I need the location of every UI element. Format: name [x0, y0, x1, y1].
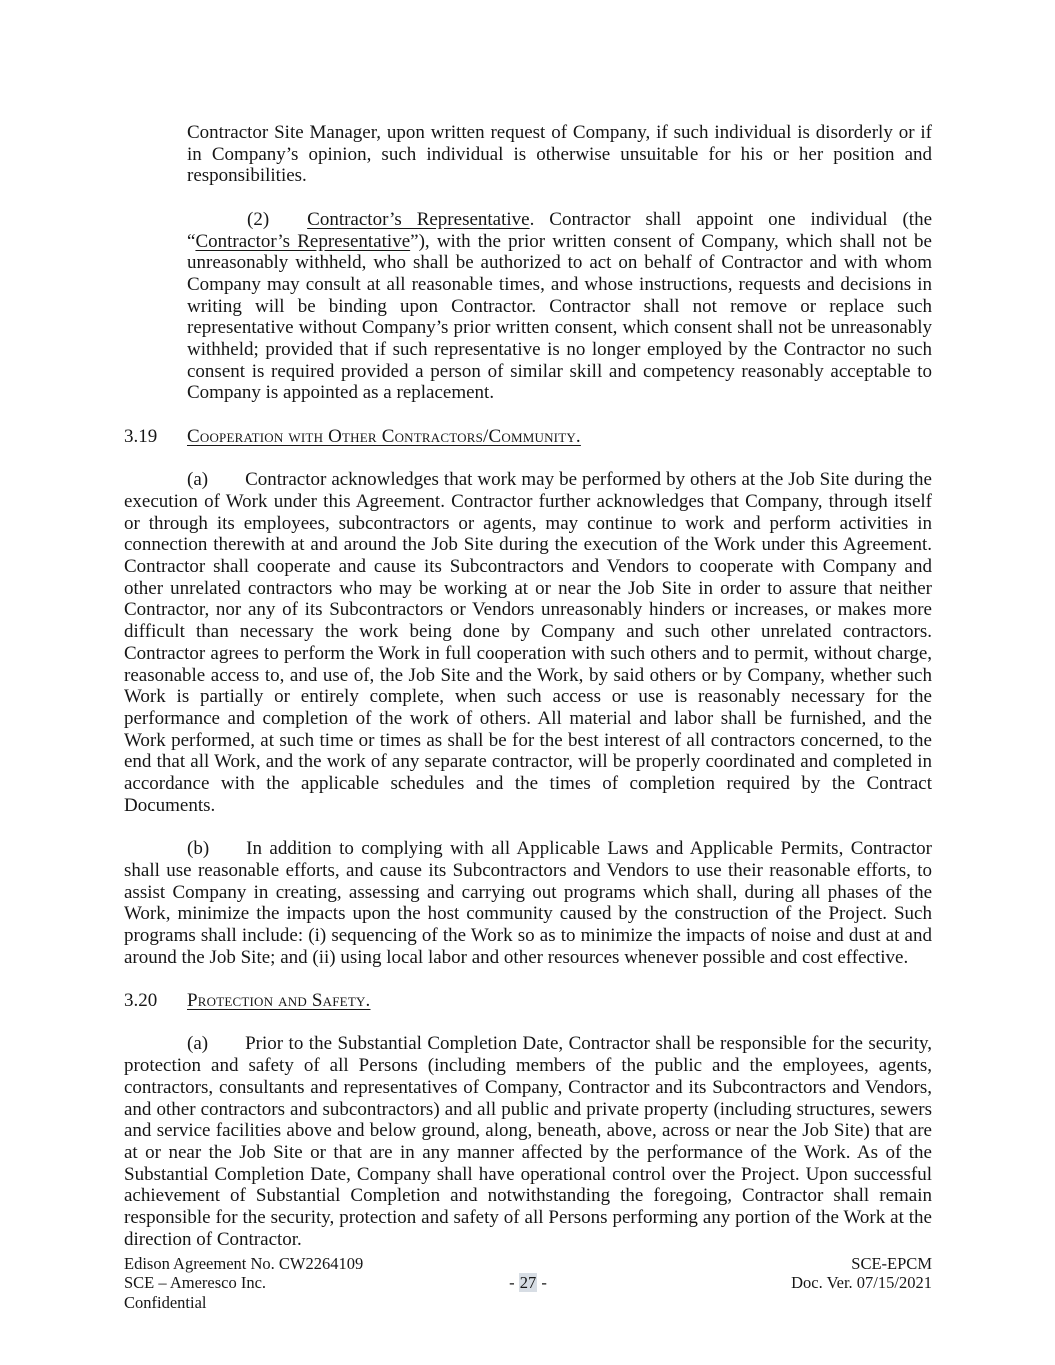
- paragraph-2-text-rest: ”), with the prior written consent of Company, which shall not be unreasonably withheld, who shall be authorized to act on behalf of Contractor and with whom Company may consult at all reasonable times, and whose instructions, requests and decisions in writing will be binding upon Contractor. Contractor shall not remove or replace such representative without Company’s prior written consent, which consent shall not be unreasonably withheld; provided that if such representative is no longer employed by the Contractor no such consent is required provided a person of similar skill and competency reasonably acceptable to Company is appointed as a replacement.: [187, 230, 932, 404]
- parties-line: SCE – Ameresco Inc.: [124, 1273, 267, 1293]
- section-3-20-number: 3.20: [124, 990, 158, 1012]
- defined-term: Contractor’s Representative: [195, 230, 411, 252]
- document-version: Doc. Ver. 07/15/2021: [791, 1273, 932, 1293]
- document-type-label: SCE-EPCM: [851, 1254, 932, 1273]
- agreement-number: Edison Agreement No. CW2264109: [124, 1254, 364, 1273]
- intro-paragraph: Contractor Site Manager, upon written request of Company, if such individual is disorderly or if in Company’s opinion, such individual is otherwise unsuitable for his or her position and responsibilities.: [187, 122, 932, 187]
- clause-title: Contractor’s Representative: [307, 208, 530, 230]
- confidential-label: Confidential: [124, 1292, 207, 1312]
- page-number-suffix: -: [537, 1273, 547, 1293]
- paragraph-a-number: (a): [187, 1033, 209, 1055]
- section-3-19-paragraph-a: [124, 469, 932, 816]
- paragraph-a-text: Contractor acknowledges that work may be performed by others at the Job Site during the execution of Work under this Agreement. Contractor further acknowledges that Company, through itself or through its employees, subcontractors or agents, may continue to work and perform activities in connection therewith at and around the Job Site during the execution of the Work under this Agreement. Contractor shall cooperate and cause its Subcontractors and Vendors to cooperate with Company and other unrelated contractors who may be working at or near the Job Site in order to assure that neither Contractor, nor any of its Subcontractors or Vendors unreasonably hinders or increases, or makes more difficult than necessary the work being done by Company and such other unrelated contractors. Contractor agrees to perform the Work in full cooperation with such others and to permit, without charge, reasonable access to, and use of, the Job Site and the Work, by said others or by Company, whether such Work is partially or entirely complete, when such access or use is reasonably necessary for the performance and completion of the work of others. All material and labor shall be furnished, and the Work performed, at such time or times as shall be for the best interest of all contractors concerned, to the end that all Work, and the work of any separate contractor, will be properly coordinated and completed in accordance with the applicable schedules and the times of completion required by the Contract Documents.: [124, 469, 932, 816]
- paragraph-2: [187, 209, 932, 404]
- page-number-line: [393, 1273, 662, 1292]
- paragraph-a-text: Prior to the Substantial Completion Date, Contractor shall be responsible for the security, protection and safety of all Persons (including members of the public and the employees, agents, contractors, consultants and representatives of Company, Contractor and its Subcontractors and Vendors, and other contractors and subcontractors) and all public and private property (including structures, sewers and service facilities above and below ground, along, beneath, above, across or near the Job Site) that are at or near the Job Site or that are in any manner affected by the performance of the Work. As of the Substantial Completion Date, Company shall have operational control over the Project. Upon successful achievement of Substantial Completion and notwithstanding the foregoing, Contractor shall remain responsible for the security, protection and safety of all Persons performing any portion of the Work at the direction of Contractor.: [124, 1033, 932, 1250]
- section-3-19-paragraph-b: [124, 838, 932, 968]
- paragraph-2-text: . Contractor shall appoint one individual (the: [529, 208, 932, 230]
- footer-spacer: [393, 1254, 662, 1273]
- paragraph-b-text: In addition to complying with all Applicable Laws and Applicable Permits, Contractor shall use reasonable efforts, and cause its Subcontractors and Vendors to use their reasonable efforts, to assist Company in creating, assessing and carrying out programs which shall, during all phases of the Work, minimize the impacts upon the host community caused by the construction of the Project. Such programs shall include: (i) sequencing of the Work so as to minimize the impacts of noise and dust at and around the Job Site; and (ii) using local labor and other resources whenever possible and cost effective.: [124, 838, 932, 968]
- paragraph-b-number: (b): [187, 838, 210, 860]
- paragraph-a-number: (a): [187, 469, 209, 491]
- section-3-20-paragraph-a: [124, 1033, 932, 1250]
- paragraph-2-number: (2): [247, 208, 270, 230]
- section-3-20-title: Protection and Safety.: [187, 990, 371, 1012]
- section-3-19-number: 3.19: [124, 425, 158, 447]
- section-3-19-title: Cooperation with Other Contractors/Community.: [187, 425, 581, 447]
- footer-left-block: [124, 1254, 393, 1312]
- page-number: 27: [519, 1273, 537, 1293]
- section-3-20-heading-row: [124, 990, 932, 1012]
- document-body: [124, 122, 932, 1272]
- open-quote: “: [187, 230, 196, 252]
- footer-center-block: [393, 1254, 662, 1312]
- section-3-19-heading-row: [124, 426, 932, 448]
- page-footer: [124, 1254, 932, 1312]
- footer-right-block: [663, 1254, 932, 1312]
- page-number-prefix: -: [509, 1273, 519, 1293]
